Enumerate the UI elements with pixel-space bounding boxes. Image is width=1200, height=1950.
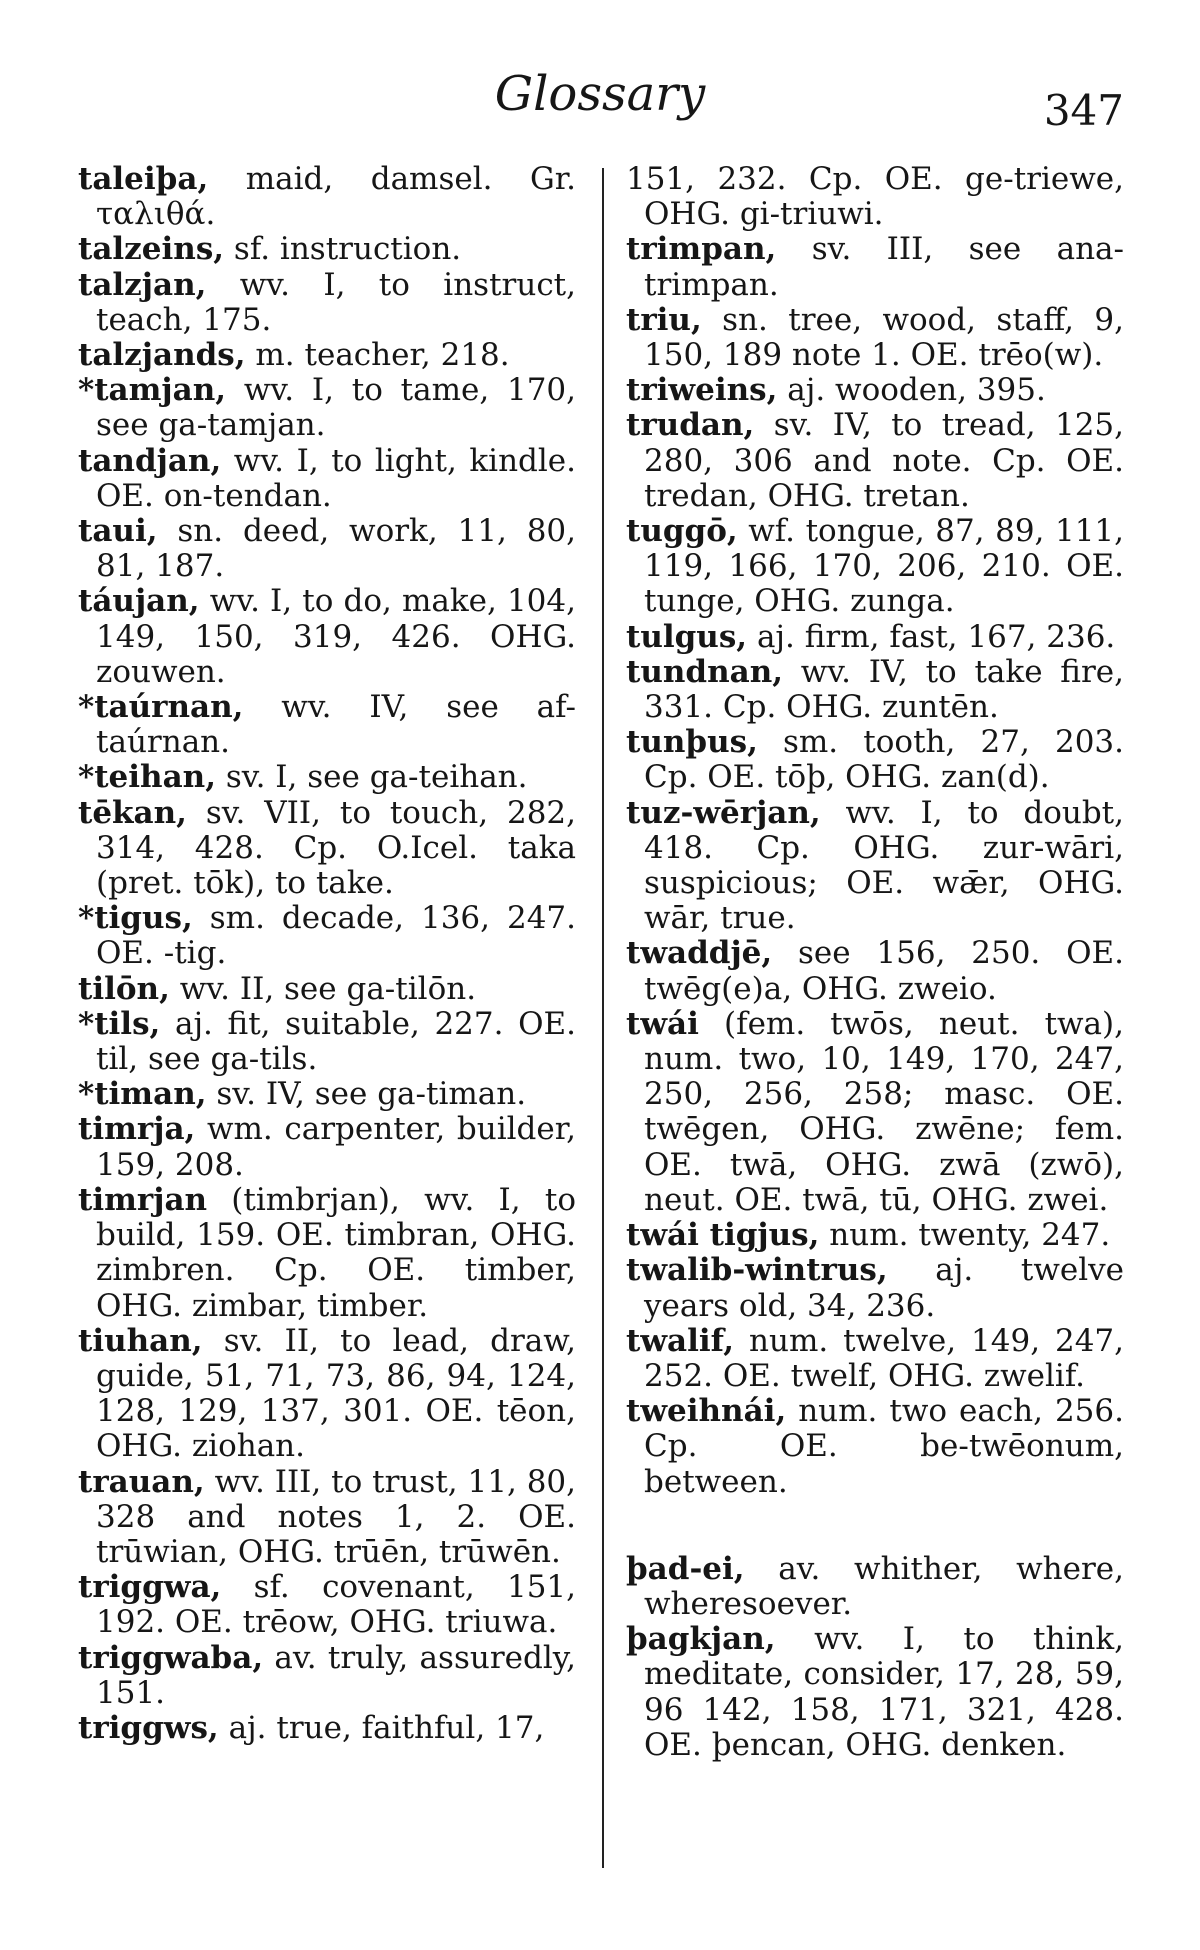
entry-headword: *teihan, [78, 759, 216, 796]
entry-definition: wv. I, to doubt, 418. Cp. OHG. zur-wāri, suspicious; OE. wǣr, OHG. wār, true. [644, 794, 1124, 937]
entry-definition: see 156, 250. OE. twēg(e)a, OHG. zweio. [644, 935, 1124, 1007]
entry-definition: m. teacher, 218. [245, 337, 510, 374]
glossary-entry [78, 338, 576, 373]
page-header-title: Glossary [494, 66, 706, 122]
glossary-entry [78, 444, 576, 514]
glossary-entry [78, 796, 576, 902]
entry-headword: *tigus, [78, 900, 193, 937]
glossary-entry [78, 1711, 576, 1746]
entry-definition: maid, damsel. Gr. ταλιθά. [96, 161, 576, 233]
glossary-entry [78, 1077, 576, 1112]
entry-definition: sm. decade, 136, 247. OE. -tig. [96, 900, 576, 972]
entry-headword: taleiþa, [78, 161, 209, 197]
glossary-entry [78, 1324, 576, 1465]
entry-headword: tweihnái, [626, 1393, 787, 1430]
entry-headword: tunþus, [626, 724, 758, 761]
section-gap [626, 1500, 1124, 1552]
glossary-entry [626, 620, 1124, 655]
entry-headword: *tils, [78, 1005, 161, 1042]
glossary-entry [626, 1394, 1124, 1500]
entry-definition: wv. I, to light, kindle. OE. on-tendan. [96, 442, 576, 514]
glossary-entry [78, 268, 576, 338]
entry-definition: wf. tongue, 87, 89, 111, 119, 166, 170, 206, 210. OE. tunge, OHG. zunga. [644, 513, 1124, 620]
glossary-entry [626, 162, 1124, 232]
glossary-entry [78, 690, 576, 760]
entry-headword: *taúrnan, [78, 689, 244, 726]
entry-headword: timrja, [78, 1111, 196, 1148]
entry-headword: triweins, [626, 372, 778, 409]
entry-definition: num. two each, 256. Cp. OE. be-twēonum, between. [644, 1393, 1124, 1500]
entry-definition: 151, 232. Cp. OE. ge-triewe, OHG. gi-triuwi. [626, 161, 1124, 233]
entry-headword: twalif, [626, 1322, 735, 1359]
glossary-entry [78, 760, 576, 795]
entry-definition: sv. III, see ana-trimpan. [644, 231, 1124, 303]
entry-definition: aj. twelve years old, 34, 236. [644, 1252, 1124, 1324]
entry-definition: sn. deed, work, 11, 80, 81, 187. [96, 513, 576, 585]
entry-headword: trauan, [78, 1463, 205, 1500]
glossary-entry [78, 514, 576, 584]
entry-headword: tundnan, [626, 653, 784, 690]
entry-headword: *tamjan, [78, 372, 227, 409]
entry-definition: sv. I, see ga-teihan. [216, 759, 528, 796]
entry-headword: tēkan, [78, 794, 187, 831]
entry-headword: triu, [626, 301, 702, 338]
entry-definition: sm. tooth, 27, 203. Cp. OE. tōþ, OHG. zan(d). [644, 724, 1124, 796]
entry-definition: sv. II, to lead, draw, guide, 51, 71, 73, 86, 94, 124, 128, 129, 137, 301. OE. tēon, OHG. ziohan. [96, 1322, 576, 1465]
entry-headword: talzjands, [78, 337, 246, 374]
entry-headword: tuggō, [626, 513, 738, 550]
entry-definition: wv. I, to instruct, teach, 175. [96, 266, 576, 338]
entry-headword: triggwaba, [78, 1639, 264, 1676]
entry-headword: twaddjē, [626, 935, 773, 972]
entry-headword: timrjan [78, 1181, 208, 1218]
entry-headword: tiuhan, [78, 1322, 203, 1359]
glossary-entry [626, 936, 1124, 1006]
glossary-right-column [626, 162, 1124, 1763]
entry-definition: av. whither, where, wheresoever. [644, 1550, 1124, 1622]
entry-definition: wv. I, to think, meditate, consider, 17, 28, 59, 96 142, 158, 171, 321, 428. OE. þencan, OHG. denken. [644, 1621, 1124, 1763]
entry-headword: tuz-wērjan, [626, 794, 821, 831]
glossary-entry [626, 655, 1124, 725]
glossary-entry [626, 725, 1124, 795]
glossary-entry [78, 1570, 576, 1640]
entry-definition: (timbrjan), wv. I, to build, 159. OE. timbran, OHG. zimbren. Cp. OE. timber, OHG. zimbar, timber. [96, 1181, 576, 1324]
entry-definition: (fem. twōs, neut. twa), num. two, 10, 149, 170, 247, 250, 256, 258; masc. OE. twēgen, OHG. zwēne; fem. OE. twā, OHG. zwā (zwō), neut. OE. twā, tū, OHG. zwei. [644, 1005, 1124, 1218]
entry-definition: wm. carpenter, builder, 159, 208. [96, 1111, 576, 1183]
entry-definition: wv. III, to trust, 11, 80, 328 and notes 1, 2. OE. trūwian, OHG. trūēn, trūwēn. [96, 1463, 576, 1570]
entry-definition: wv. I, to do, make, 104, 149, 150, 319, 426. OHG. zouwen. [96, 583, 576, 690]
entry-definition: aj. true, faithful, 17, [218, 1709, 545, 1746]
entry-definition: num. twenty, 247. [819, 1217, 1111, 1254]
glossary-entry [626, 1552, 1124, 1622]
glossary-entry [626, 1007, 1124, 1218]
entry-headword: triggwa, [78, 1569, 222, 1606]
entry-headword: twalib-wintrus, [626, 1252, 888, 1289]
entry-headword: trimpan, [626, 231, 777, 268]
entry-headword: tandjan, [78, 442, 222, 479]
glossary-entry [78, 373, 576, 443]
entry-definition: aj. wooden, 395. [777, 372, 1046, 409]
glossary-entry [626, 373, 1124, 408]
entry-headword: tilōn, [78, 970, 170, 1007]
glossary-entry [78, 972, 576, 1007]
entry-headword: talzeins, [78, 231, 225, 268]
glossary-entry [78, 1641, 576, 1711]
entry-definition: sv. IV, to tread, 125, 280, 306 and note. Cp. OE. tredan, OHG. tretan. [644, 407, 1124, 514]
glossary-entry [78, 1007, 576, 1077]
entry-headword: þagkjan, [626, 1621, 776, 1658]
glossary-entry [78, 1183, 576, 1324]
entry-definition: aj. fit, suitable, 227. OE. til, see ga-tils. [96, 1005, 576, 1078]
glossary-entry [78, 584, 576, 690]
column-divider [602, 168, 604, 1868]
glossary-entry [626, 232, 1124, 302]
glossary-entry [626, 1218, 1124, 1253]
entry-definition: wv. IV, see af-taúrnan. [96, 689, 576, 761]
entry-headword: trudan, [626, 407, 755, 444]
page-number: 347 [1043, 86, 1124, 135]
entry-definition: wv. II, see ga-tilōn. [169, 970, 477, 1007]
glossary-entry [626, 408, 1124, 514]
glossary-entry [626, 514, 1124, 620]
glossary-left-column [78, 162, 576, 1746]
entry-definition: wv. IV, to take fire, 331. Cp. OHG. zuntēn. [644, 653, 1124, 726]
glossary-entry [78, 1112, 576, 1182]
entry-headword: talzjan, [78, 266, 207, 303]
entry-definition: sf. instruction. [224, 231, 462, 268]
entry-definition: av. truly, assuredly, 151. [96, 1639, 576, 1711]
entry-definition: sf. covenant, 151, 192. OE. trēow, OHG. triuwa. [96, 1569, 576, 1641]
entry-headword: taui, [78, 513, 158, 550]
glossary-entry [626, 303, 1124, 373]
entry-definition: sv. VII, to touch, 282, 314, 428. Cp. O.Icel. taka (pret. tōk), to take. [96, 794, 576, 902]
glossary-entry [626, 1253, 1124, 1323]
entry-definition: num. twelve, 149, 247, 252. OE. twelf, OHG. zwelif. [644, 1322, 1124, 1394]
glossary-entry [626, 1622, 1124, 1763]
entry-definition: wv. I, to tame, 170, see ga-tamjan. [96, 372, 576, 444]
glossary-entry [626, 1324, 1124, 1394]
glossary-entry [78, 232, 576, 267]
glossary-entry [78, 162, 576, 232]
entry-headword: *timan, [78, 1076, 207, 1113]
entry-headword: twái tigjus, [626, 1217, 820, 1254]
entry-headword: þad-ei, [626, 1550, 745, 1587]
entry-headword: tulgus, [626, 618, 748, 655]
entry-headword: twái [626, 1005, 699, 1042]
entry-headword: táujan, [78, 583, 200, 620]
entry-definition: sn. tree, wood, staff, 9, 150, 189 note 1. OE. trēo(w). [644, 301, 1124, 374]
entry-definition: sv. IV, see ga-timan. [206, 1076, 527, 1113]
entry-definition: aj. firm, fast, 167, 236. [747, 618, 1116, 655]
entry-headword: triggws, [78, 1709, 219, 1746]
glossary-entry [626, 796, 1124, 937]
glossary-entry [78, 1465, 576, 1571]
glossary-entry [78, 901, 576, 971]
